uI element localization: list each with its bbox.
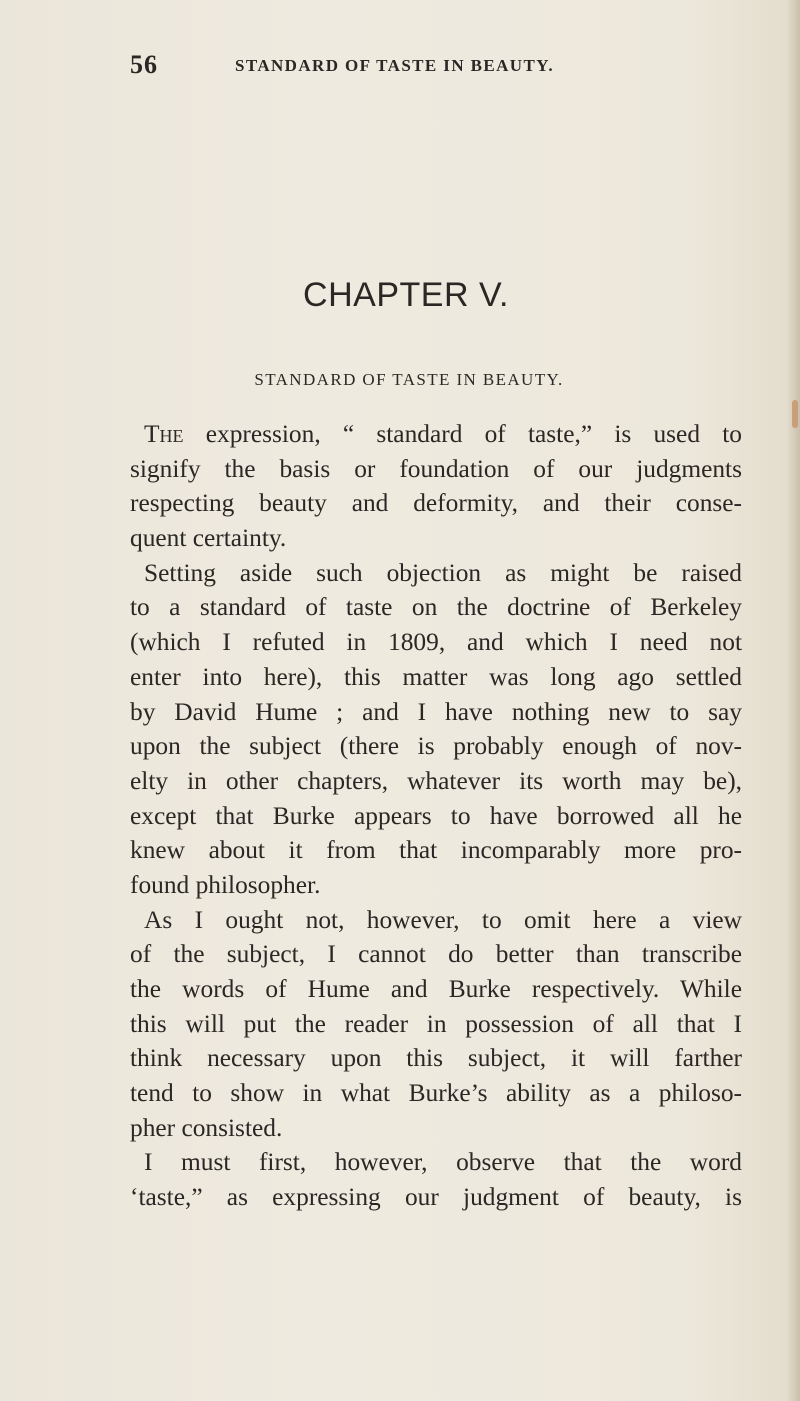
text-line: found philosopher. bbox=[130, 870, 321, 899]
text-line: except that Burke appears to have borrowed all he bbox=[130, 801, 742, 830]
chapter-subtitle: STANDARD OF TASTE IN BEAUTY. bbox=[254, 370, 564, 389]
text-line: I must first, however, observe that the word bbox=[144, 1148, 742, 1177]
text-line: (which I refuted in 1809, and which I need not bbox=[130, 628, 742, 657]
text-line: pher consisted. bbox=[130, 1113, 283, 1142]
text-line: signify the basis or foundation of our judgments bbox=[130, 454, 742, 483]
text-line: upon the subject (there is probably enough of nov- bbox=[130, 732, 742, 761]
text-line: knew about it from that incomparably more pro- bbox=[130, 836, 742, 865]
page-edge-stain bbox=[792, 400, 798, 428]
chapter-heading: CHAPTER V. bbox=[303, 276, 509, 314]
text-line: As I ought not, however, to omit here a view bbox=[144, 905, 742, 934]
text-line: respecting beauty and deformity, and their conse- bbox=[130, 489, 742, 518]
page-edge-shadow bbox=[786, 0, 800, 1401]
text-line: this will put the reader in possession of all that I bbox=[130, 1009, 742, 1038]
text-line: ‘taste,” as expressing our judgment of beauty, is bbox=[130, 1183, 742, 1212]
page-number: 56 bbox=[130, 50, 158, 79]
running-title: STANDARD OF TASTE IN BEAUTY. bbox=[235, 56, 554, 75]
text-line: quent certainty. bbox=[130, 524, 287, 553]
line-text: expression, “ standard of taste,” is used to bbox=[205, 420, 742, 448]
text-line: think necessary upon this subject, it will farther bbox=[130, 1044, 742, 1073]
lead-word: The bbox=[144, 420, 184, 448]
body-text bbox=[130, 417, 742, 1215]
text-line: elty in other chapters, whatever its worth may be), bbox=[130, 766, 742, 795]
text-line: by David Hume ; and I have nothing new to say bbox=[130, 697, 742, 726]
running-header bbox=[0, 50, 800, 90]
text-line: tend to show in what Burke’s ability as a philoso- bbox=[130, 1079, 742, 1108]
text-line bbox=[130, 417, 742, 452]
text-line: to a standard of taste on the doctrine of Berkeley bbox=[130, 593, 742, 622]
text-line: Setting aside such objection as might be raised bbox=[144, 558, 742, 587]
text-line: enter into here), this matter was long ago settled bbox=[130, 662, 742, 691]
text-line: of the subject, I cannot do better than transcribe bbox=[130, 940, 742, 969]
text-line: the words of Hume and Burke respectively. While bbox=[130, 975, 742, 1003]
